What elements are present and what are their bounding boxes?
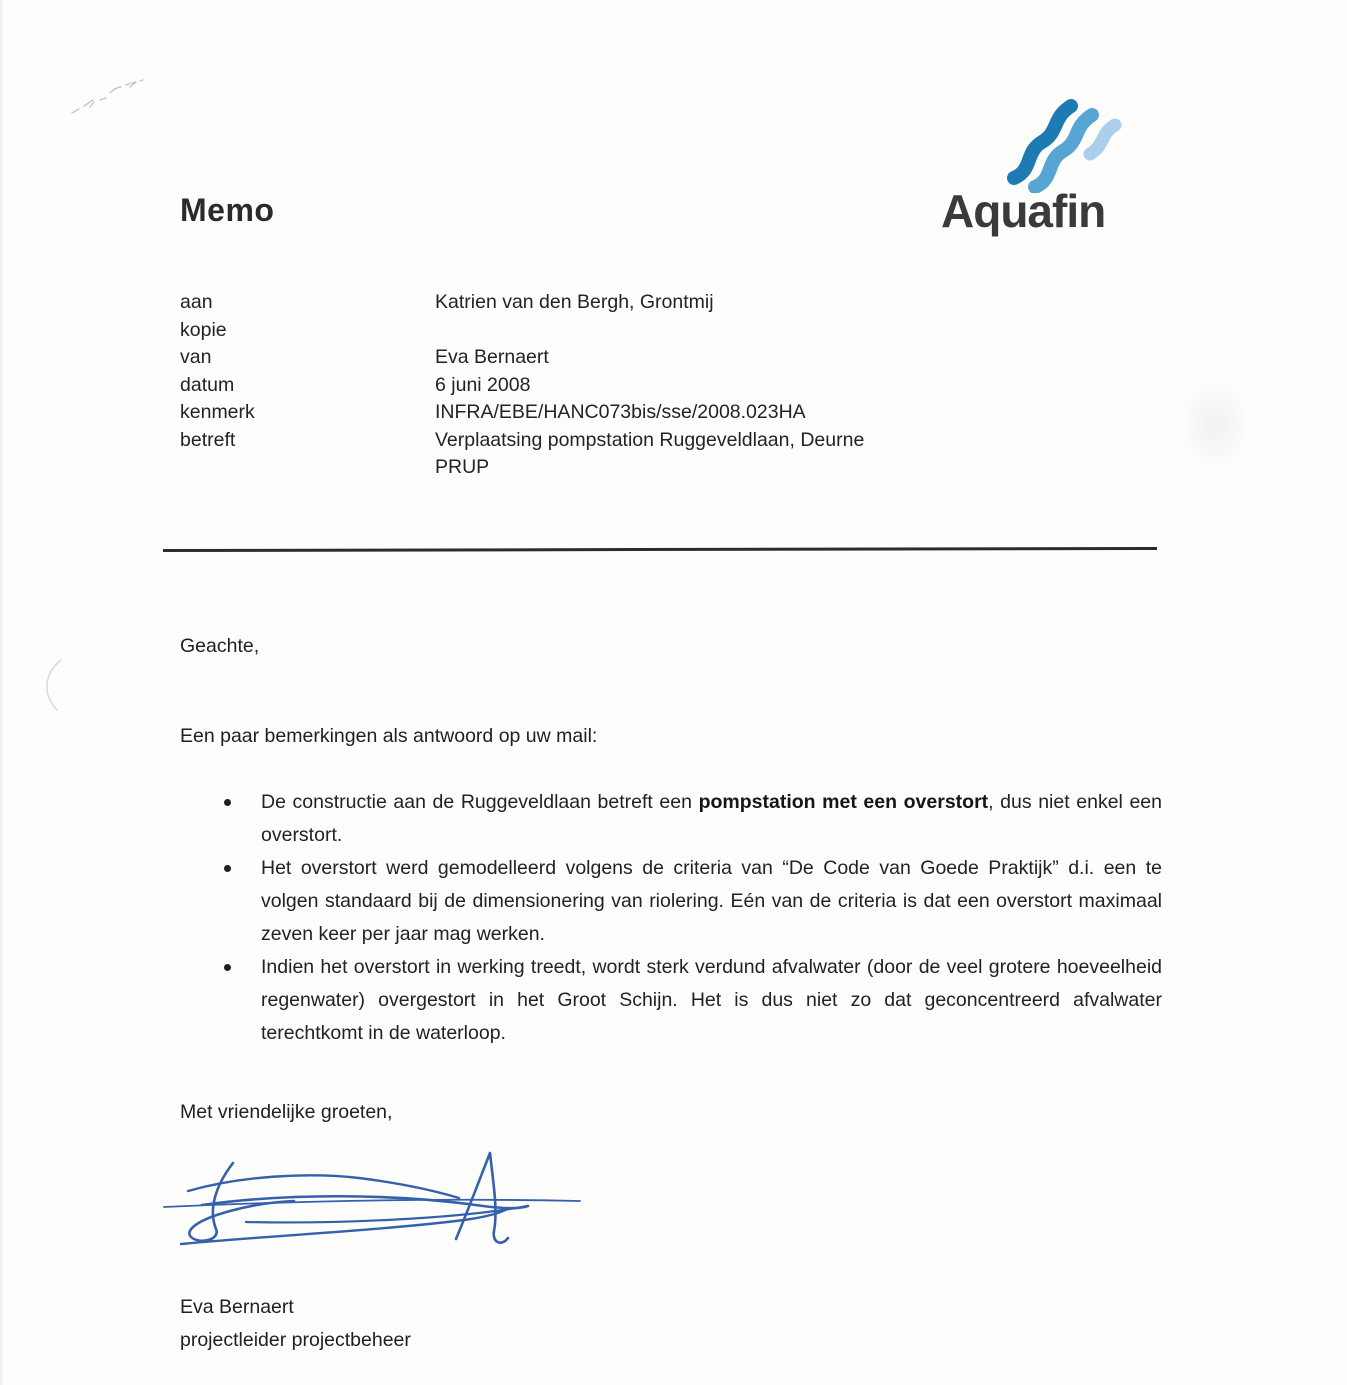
header-row-van [180, 344, 980, 372]
list-item [180, 852, 1162, 951]
paren-scan-artifact [36, 656, 66, 714]
signature-handwriting [156, 1143, 590, 1261]
field-value: Eva Bernaert [435, 346, 549, 368]
signature-strokes [164, 1153, 580, 1244]
header-row-kenmerk [180, 399, 980, 427]
bullet-text-pre: De constructie aan de Ruggeveldlaan betreft een [261, 791, 699, 813]
salutation: Geachte, [180, 635, 260, 657]
field-label: aan [180, 291, 213, 313]
field-value: 6 juni 2008 [435, 373, 531, 396]
closing-line: Met vriendelijke groeten, [180, 1101, 393, 1123]
bullet-text [261, 951, 1162, 1050]
header-row-aan [180, 289, 980, 317]
bullet-text-pre: Indien het overstort in werking treedt, wordt sterk verdund afvalwater (door de veel grotere hoeveelheid regenwater) overgestort in het Groot Schijn. Het is dus niet zo dat geconcentreerd afvalwater terechtkomt in de waterloop. [261, 956, 1162, 1044]
header-row-datum [180, 372, 980, 400]
field-label: kenmerk [180, 401, 255, 423]
scan-smudge [1180, 380, 1250, 470]
bullet-icon [224, 964, 231, 971]
list-item [180, 786, 1162, 852]
bullet-icon [224, 799, 231, 806]
pencil-scribble-artifact [70, 73, 154, 119]
field-value: INFRA/EBE/HANC073bis/sse/2008.023HA [435, 401, 806, 423]
header-row-kopie [180, 317, 980, 345]
aquafin-wordmark: Aquafin [941, 185, 1106, 237]
field-label: kopie [180, 318, 227, 341]
bullet-text [261, 786, 1162, 852]
field-label [180, 454, 435, 482]
page-title: Memo [180, 192, 275, 228]
bullet-text-post: , dus niet enkel een overstort. [261, 791, 1163, 846]
aquafin-waves-icon [997, 88, 1137, 193]
aquafin-logo [935, 86, 1155, 238]
header-divider [163, 547, 1157, 552]
field-value: PRUP [435, 456, 490, 478]
bullet-list [180, 786, 1162, 1050]
intro-line: Een paar bemerkingen als antwoord op uw mail: [180, 725, 598, 747]
signature-block [180, 1291, 411, 1357]
field-value: Verplaatsing pompstation Ruggeveldlaan, Deurne [435, 428, 865, 451]
field-value: Katrien van den Bergh, Grontmij [435, 291, 714, 313]
header-fields [180, 289, 980, 482]
field-label: datum [180, 373, 235, 396]
bullet-text-bold: pompstation met een overstort [698, 791, 989, 813]
header-row-betreft [180, 427, 980, 455]
bullet-text [261, 852, 1162, 951]
header-row-betreft-line2 [180, 454, 980, 482]
list-item [180, 951, 1162, 1050]
signer-title: projectleider projectbeheer [180, 1329, 411, 1351]
field-label: van [180, 346, 212, 368]
signer-name: Eva Bernaert [180, 1296, 294, 1318]
bullet-icon [224, 865, 231, 872]
bullet-text-pre: Het overstort werd gemodelleerd volgens de criteria van “De Code van Goede Praktijk” d.i. een te volgen standaard bij de dimensionering van riolering. Eén van de criteria is dat een overstort maximaal zeven keer per jaar mag werken. [261, 857, 1162, 945]
field-label: betreft [180, 428, 236, 451]
field-value [435, 317, 980, 345]
